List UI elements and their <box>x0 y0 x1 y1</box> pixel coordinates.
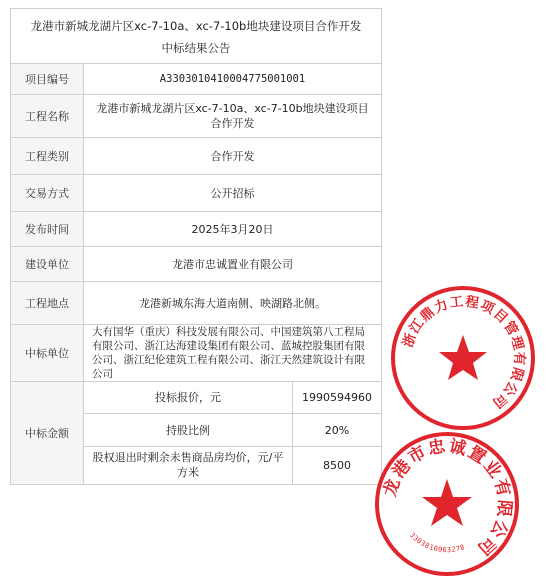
row-bid-amount <box>11 382 381 484</box>
label-project-type: 工程类别 <box>11 138 84 174</box>
builder-seal-graphic <box>372 429 522 579</box>
bid-key-share: 持股比例 <box>84 414 293 445</box>
builder-seal-code: 3303810063278 <box>407 531 467 555</box>
row-builder <box>11 247 381 282</box>
title-line-2: 中标结果公告 <box>161 41 231 55</box>
bid-amount-subtable <box>84 382 381 484</box>
row-project-number <box>11 64 381 95</box>
builder-seal-text: 龙港市忠诚置业有限公司 <box>380 436 515 560</box>
row-publish-date <box>11 212 381 247</box>
announcement-title <box>11 9 381 64</box>
value-project-name: 龙港市新城龙湖片区xc-7-10a、xc-7-10b地块建设项目合作开发 <box>96 102 369 130</box>
value-publish-date: 2025年3月20日 <box>191 222 274 236</box>
builder-seal <box>372 429 522 579</box>
label-trade-method: 交易方式 <box>11 175 84 211</box>
row-trade-method <box>11 175 381 212</box>
star-icon <box>439 335 487 380</box>
label-publish-date: 发布时间 <box>11 212 84 246</box>
bid-value-share: 20% <box>324 423 350 437</box>
label-builder: 建设单位 <box>11 247 84 281</box>
bid-subrow-share <box>84 414 381 446</box>
star-icon <box>422 479 472 526</box>
bid-value-price: 1990594960 <box>302 391 372 405</box>
label-project-name: 工程名称 <box>11 95 84 137</box>
value-project-number: A3303010410004775001001 <box>159 72 306 85</box>
bid-key-avg-price: 股权退出时剩余未售商品房均价，元/平方米 <box>84 447 293 484</box>
bid-subrow-avg-price <box>84 447 381 484</box>
agency-seal <box>388 283 538 433</box>
value-location: 龙港新城东海大道南侧、映湖路北侧。 <box>139 296 326 310</box>
bid-subrow-price <box>84 382 381 414</box>
label-bid-amount: 中标金额 <box>11 382 84 484</box>
agency-seal-text: 浙江鼎力工程项目管理有限公司 <box>400 293 528 412</box>
label-winners: 中标单位 <box>11 325 84 381</box>
value-project-type: 合作开发 <box>210 149 255 163</box>
value-trade-method: 公开招标 <box>210 186 255 200</box>
row-project-type <box>11 138 381 175</box>
announcement-table <box>10 8 382 485</box>
title-line-1: 龙港市新城龙湖片区xc-7-10a、xc-7-10b地块建设项目合作开发 <box>30 19 362 33</box>
value-builder: 龙港市忠诚置业有限公司 <box>172 257 293 271</box>
row-project-name <box>11 95 381 138</box>
agency-seal-graphic <box>388 283 538 433</box>
row-location <box>11 282 381 325</box>
bid-value-avg-price: 8500 <box>323 458 351 472</box>
value-winners: 大有国华（重庆）科技发展有限公司、中国建筑第八工程局有限公司、浙江达海建设集团有限公司、蓝城控股集团有限公司、浙江纪伦建筑工程有限公司、浙江天然建筑设计有限公司 <box>92 326 365 380</box>
svg-text:3303810063278 <box>408 531 466 554</box>
row-winners <box>11 325 381 382</box>
label-location: 工程地点 <box>11 282 84 324</box>
bid-key-price: 投标报价，元 <box>84 382 293 413</box>
label-project-number: 项目编号 <box>11 64 84 94</box>
